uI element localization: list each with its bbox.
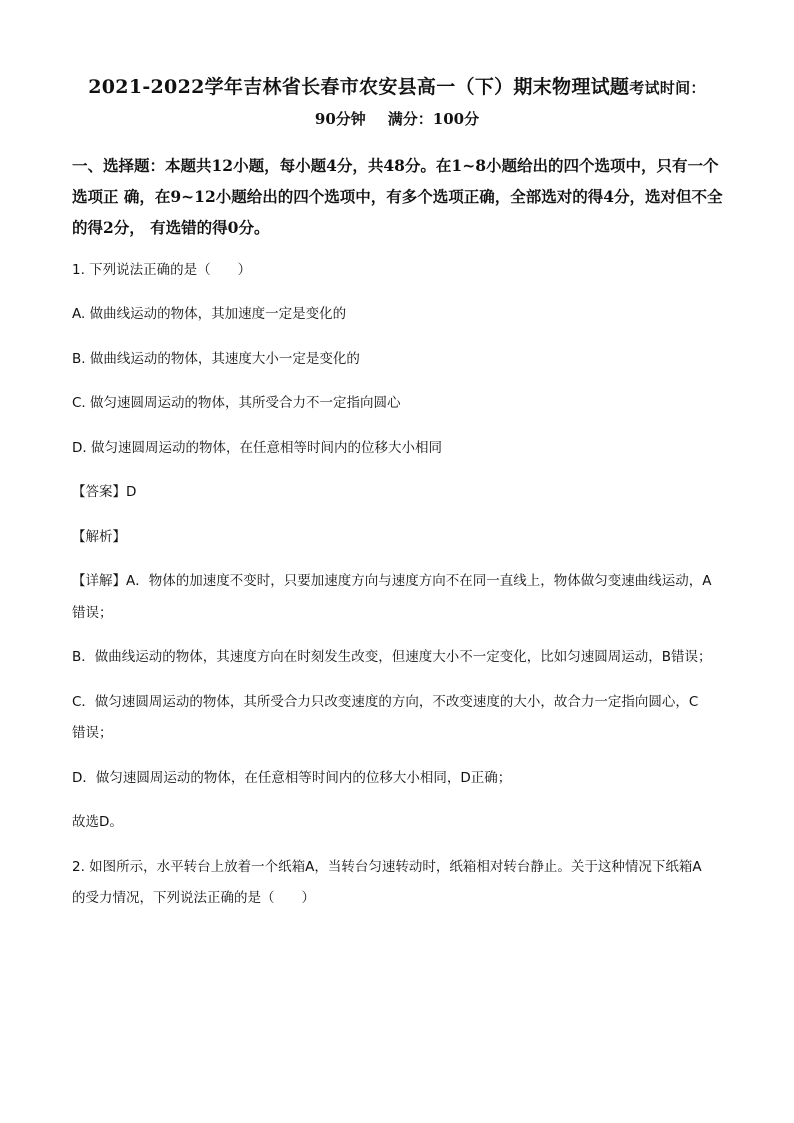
q2-stem-line1: 2. 如图所示，水平转台上放着一个纸箱A，当转台匀速转动时，纸箱相对转台静止。关于这种情况下纸箱A [72,859,702,875]
q1-detail-a-line2: 错误； [72,605,113,621]
q1-option-d: D. 做匀速圆周运动的物体，在任意相等时间内的位移大小相同 [72,440,442,456]
q1-detail-a-line1: 【详解】A．物体的加速度不变时，只要加速度方向与速度方向不在同一直线上，物体做匀变速曲线运动，A [72,573,712,589]
q1-stem: 1. 下列说法正确的是（ ） [72,262,252,278]
q1-option-c: C. 做匀速圆周运动的物体，其所受合力不一定指向圆心 [72,395,401,411]
q1-answer: 【答案】D [72,484,137,500]
q1-option-b: B. 做曲线运动的物体，其速度大小一定是变化的 [72,351,360,367]
exam-title-suffix: 考试时间： [629,79,706,97]
q1-option-a: A. 做曲线运动的物体，其加速度一定是变化的 [72,306,347,322]
q1-detail-b: B．做曲线运动的物体，其速度方向在时刻发生改变，但速度大小不一定变化，比如匀速圆周运动，B错误； [72,649,712,665]
q1-detail-d: D．做匀速圆周运动的物体，在任意相等时间内的位移大小相同，D正确； [72,770,512,786]
q1-detail-c-line2: 错误； [72,725,113,741]
q1-conclusion: 故选D。 [72,814,123,830]
q2-stem-line2: 的受力情况，下列说法正确的是（ ） [72,890,315,906]
exam-title-main: 2021-2022学年吉林省长春市农安县高一（下）期末物理试题 [88,76,630,98]
q1-detail-c-line1: C．做匀速圆周运动的物体，其所受合力只改变速度的方向，不改变速度的大小，故合力一定指向圆心，C [72,694,699,710]
exam-score: 满分：100分 [387,110,480,128]
exam-duration: 90分钟 [314,110,366,128]
exam-title [0,72,794,99]
exam-meta [0,108,794,129]
section-instructions: 一、选择题：本题共12小题，每小题4分，共48分。在1~8小题给出的四个选项中，只有一个选项正 确，在9~12小题给出的四个选项中，有多个选项正确，全部选对的得4分，选对但不全的得2分， 有选错的得0分。 [72,156,723,237]
q1-analysis-label: 【解析】 [72,529,126,545]
